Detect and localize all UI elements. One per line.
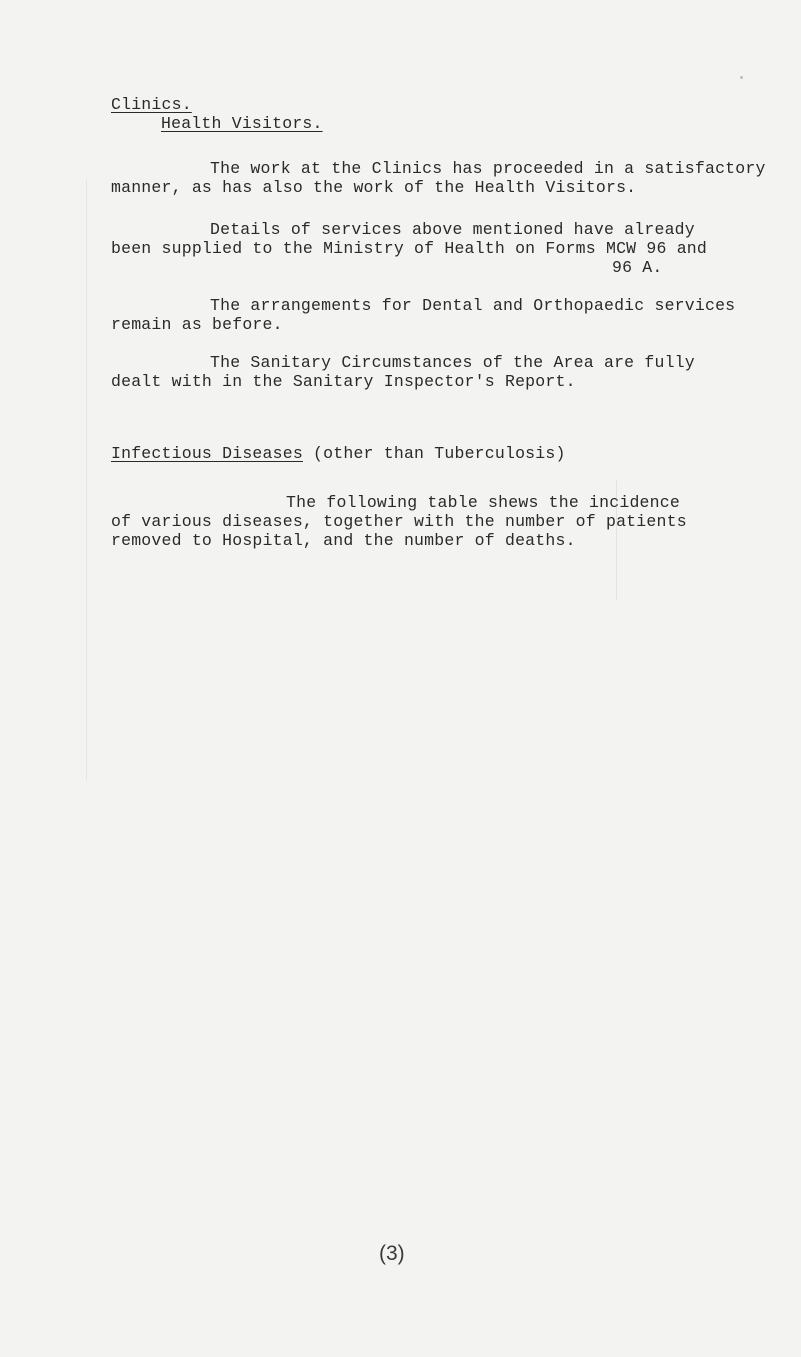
page-number: (3) xyxy=(379,1242,405,1265)
heading-infectious-diseases-text: Infectious Diseases xyxy=(111,444,303,463)
para-2-line-3: 96 A. xyxy=(612,258,663,277)
para-1-line-1: The work at the Clinics has proceeded in a satisfactory xyxy=(210,159,766,178)
para-3-line-2: remain as before. xyxy=(111,315,283,334)
para-5-line-2: of various diseases, together with the number of patients xyxy=(111,512,687,531)
para-5-line-3: removed to Hospital, and the number of deaths. xyxy=(111,531,576,550)
scan-artifact-line xyxy=(86,180,87,780)
heading-infectious-suffix: (other than Tuberculosis) xyxy=(302,444,566,463)
heading-clinics: Clinics. xyxy=(111,95,192,114)
para-2-line-1: Details of services above mentioned have already xyxy=(210,220,695,239)
heading-infectious-diseases xyxy=(111,444,566,464)
scan-artifact-line xyxy=(616,480,617,600)
para-1-line-2: manner, as has also the work of the Health Visitors. xyxy=(111,178,637,197)
para-4-line-2: dealt with in the Sanitary Inspector's Report. xyxy=(111,372,576,391)
para-4-line-1: The Sanitary Circumstances of the Area are fully xyxy=(210,353,695,372)
subheading-health-visitors: Health Visitors. xyxy=(161,114,323,133)
para-5-line-1: The following table shews the incidence xyxy=(286,493,680,512)
para-3-line-1: The arrangements for Dental and Orthopaedic services xyxy=(210,296,736,315)
scan-speck xyxy=(740,76,743,79)
para-2-line-2: been supplied to the Ministry of Health on Forms MCW 96 and xyxy=(111,239,707,258)
